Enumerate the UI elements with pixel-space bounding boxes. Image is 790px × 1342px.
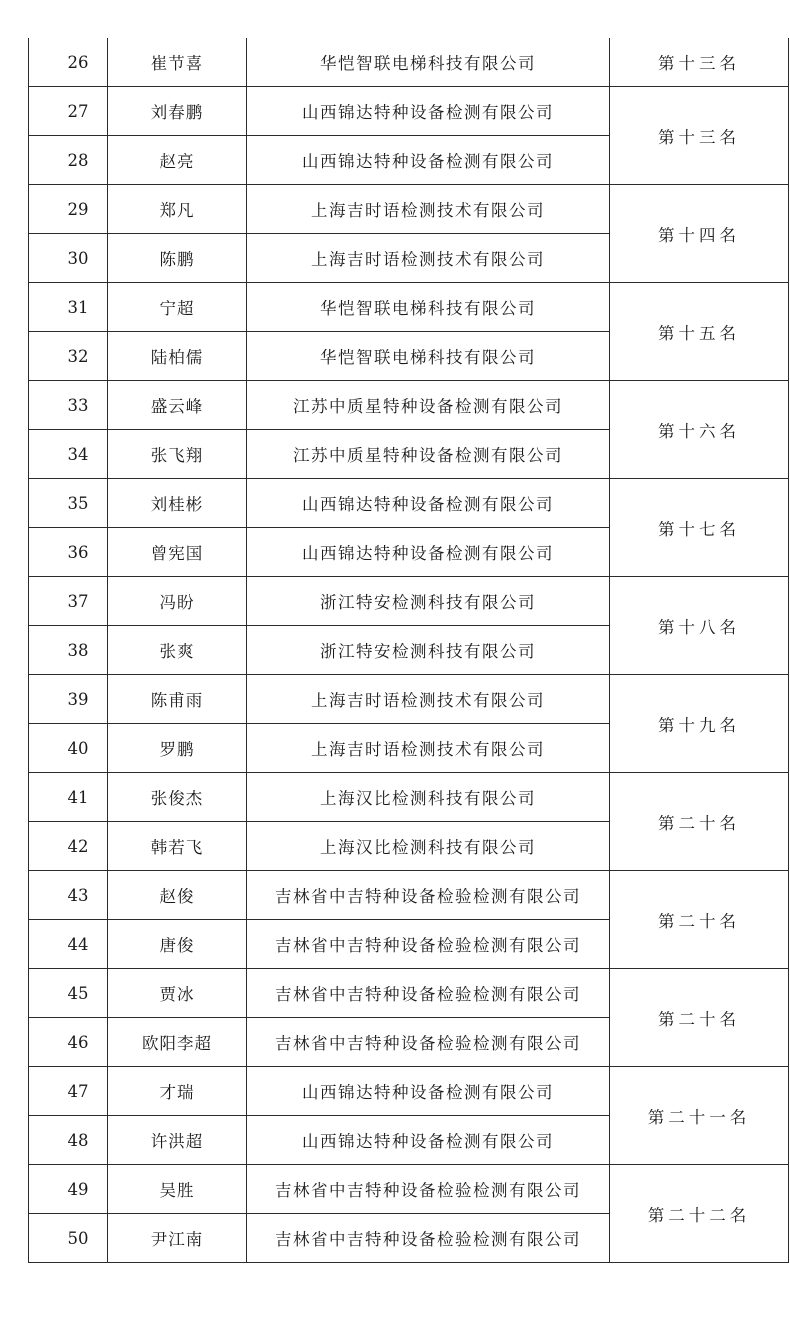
- row-number: 47: [29, 1067, 108, 1116]
- person-name: 才瑞: [108, 1067, 247, 1116]
- table-row: [29, 87, 789, 136]
- company-name: 华恺智联电梯科技有限公司: [247, 38, 610, 87]
- row-number: 29: [29, 185, 108, 234]
- table-row: [29, 577, 789, 626]
- person-name: 曾宪国: [108, 528, 247, 577]
- person-name: 张爽: [108, 626, 247, 675]
- person-name: 吴胜: [108, 1165, 247, 1214]
- row-number: 34: [29, 430, 108, 479]
- company-name: 上海吉时语检测技术有限公司: [247, 234, 610, 283]
- rank-cell: 第十六名: [610, 381, 789, 479]
- row-number: 35: [29, 479, 108, 528]
- row-number: 46: [29, 1018, 108, 1067]
- person-name: 张俊杰: [108, 773, 247, 822]
- company-name: 吉林省中吉特种设备检验检测有限公司: [247, 1018, 610, 1067]
- person-name: 唐俊: [108, 920, 247, 969]
- person-name: 盛云峰: [108, 381, 247, 430]
- company-name: 山西锦达特种设备检测有限公司: [247, 136, 610, 185]
- table-row: [29, 283, 789, 332]
- company-name: 上海汉比检测科技有限公司: [247, 773, 610, 822]
- company-name: 浙江特安检测科技有限公司: [247, 577, 610, 626]
- row-number: 28: [29, 136, 108, 185]
- row-number: 36: [29, 528, 108, 577]
- row-number: 32: [29, 332, 108, 381]
- row-number: 33: [29, 381, 108, 430]
- company-name: 上海吉时语检测技术有限公司: [247, 185, 610, 234]
- table-row: [29, 871, 789, 920]
- row-number: 48: [29, 1116, 108, 1165]
- person-name: 陆柏儒: [108, 332, 247, 381]
- company-name: 上海吉时语检测技术有限公司: [247, 675, 610, 724]
- rank-cell: 第十五名: [610, 283, 789, 381]
- rank-cell: 第十三名: [610, 38, 789, 87]
- person-name: 刘桂彬: [108, 479, 247, 528]
- person-name: 崔节喜: [108, 38, 247, 87]
- rank-cell: 第二十二名: [610, 1165, 789, 1263]
- person-name: 宁超: [108, 283, 247, 332]
- row-number: 30: [29, 234, 108, 283]
- rank-cell: 第十四名: [610, 185, 789, 283]
- company-name: 江苏中质星特种设备检测有限公司: [247, 430, 610, 479]
- person-name: 韩若飞: [108, 822, 247, 871]
- table-row: [29, 675, 789, 724]
- company-name: 江苏中质星特种设备检测有限公司: [247, 381, 610, 430]
- company-name: 华恺智联电梯科技有限公司: [247, 332, 610, 381]
- ranking-document: [28, 38, 766, 1263]
- company-name: 山西锦达特种设备检测有限公司: [247, 1116, 610, 1165]
- company-name: 山西锦达特种设备检测有限公司: [247, 87, 610, 136]
- company-name: 吉林省中吉特种设备检验检测有限公司: [247, 871, 610, 920]
- company-name: 吉林省中吉特种设备检验检测有限公司: [247, 1165, 610, 1214]
- rank-cell: 第十七名: [610, 479, 789, 577]
- person-name: 赵俊: [108, 871, 247, 920]
- table-row: [29, 185, 789, 234]
- table-row: [29, 1165, 789, 1214]
- person-name: 欧阳李超: [108, 1018, 247, 1067]
- row-number: 43: [29, 871, 108, 920]
- rank-cell: 第二十一名: [610, 1067, 789, 1165]
- company-name: 山西锦达特种设备检测有限公司: [247, 1067, 610, 1116]
- person-name: 赵亮: [108, 136, 247, 185]
- company-name: 吉林省中吉特种设备检验检测有限公司: [247, 969, 610, 1018]
- company-name: 华恺智联电梯科技有限公司: [247, 283, 610, 332]
- rank-cell: 第十八名: [610, 577, 789, 675]
- table-row: [29, 773, 789, 822]
- table-row: [29, 38, 789, 87]
- rank-cell: 第十九名: [610, 675, 789, 773]
- company-name: 上海汉比检测科技有限公司: [247, 822, 610, 871]
- company-name: 吉林省中吉特种设备检验检测有限公司: [247, 1214, 610, 1263]
- row-number: 45: [29, 969, 108, 1018]
- company-name: 浙江特安检测科技有限公司: [247, 626, 610, 675]
- company-name: 山西锦达特种设备检测有限公司: [247, 528, 610, 577]
- row-number: 39: [29, 675, 108, 724]
- person-name: 许洪超: [108, 1116, 247, 1165]
- company-name: 山西锦达特种设备检测有限公司: [247, 479, 610, 528]
- company-name: 吉林省中吉特种设备检验检测有限公司: [247, 920, 610, 969]
- row-number: 50: [29, 1214, 108, 1263]
- row-number: 40: [29, 724, 108, 773]
- row-number: 31: [29, 283, 108, 332]
- row-number: 27: [29, 87, 108, 136]
- person-name: 罗鹏: [108, 724, 247, 773]
- row-number: 44: [29, 920, 108, 969]
- person-name: 陈鹏: [108, 234, 247, 283]
- row-number: 42: [29, 822, 108, 871]
- ranking-table-body: [29, 38, 789, 1263]
- rank-cell: 第二十名: [610, 773, 789, 871]
- person-name: 刘春鹏: [108, 87, 247, 136]
- person-name: 贾冰: [108, 969, 247, 1018]
- person-name: 张飞翔: [108, 430, 247, 479]
- row-number: 41: [29, 773, 108, 822]
- person-name: 尹江南: [108, 1214, 247, 1263]
- table-row: [29, 969, 789, 1018]
- row-number: 38: [29, 626, 108, 675]
- row-number: 26: [29, 38, 108, 87]
- person-name: 郑凡: [108, 185, 247, 234]
- table-row: [29, 381, 789, 430]
- row-number: 37: [29, 577, 108, 626]
- person-name: 冯盼: [108, 577, 247, 626]
- company-name: 上海吉时语检测技术有限公司: [247, 724, 610, 773]
- row-number: 49: [29, 1165, 108, 1214]
- person-name: 陈甫雨: [108, 675, 247, 724]
- rank-cell: 第十三名: [610, 87, 789, 185]
- rank-cell: 第二十名: [610, 969, 789, 1067]
- table-row: [29, 479, 789, 528]
- rank-cell: 第二十名: [610, 871, 789, 969]
- table-row: [29, 1067, 789, 1116]
- ranking-table: [28, 38, 789, 1263]
